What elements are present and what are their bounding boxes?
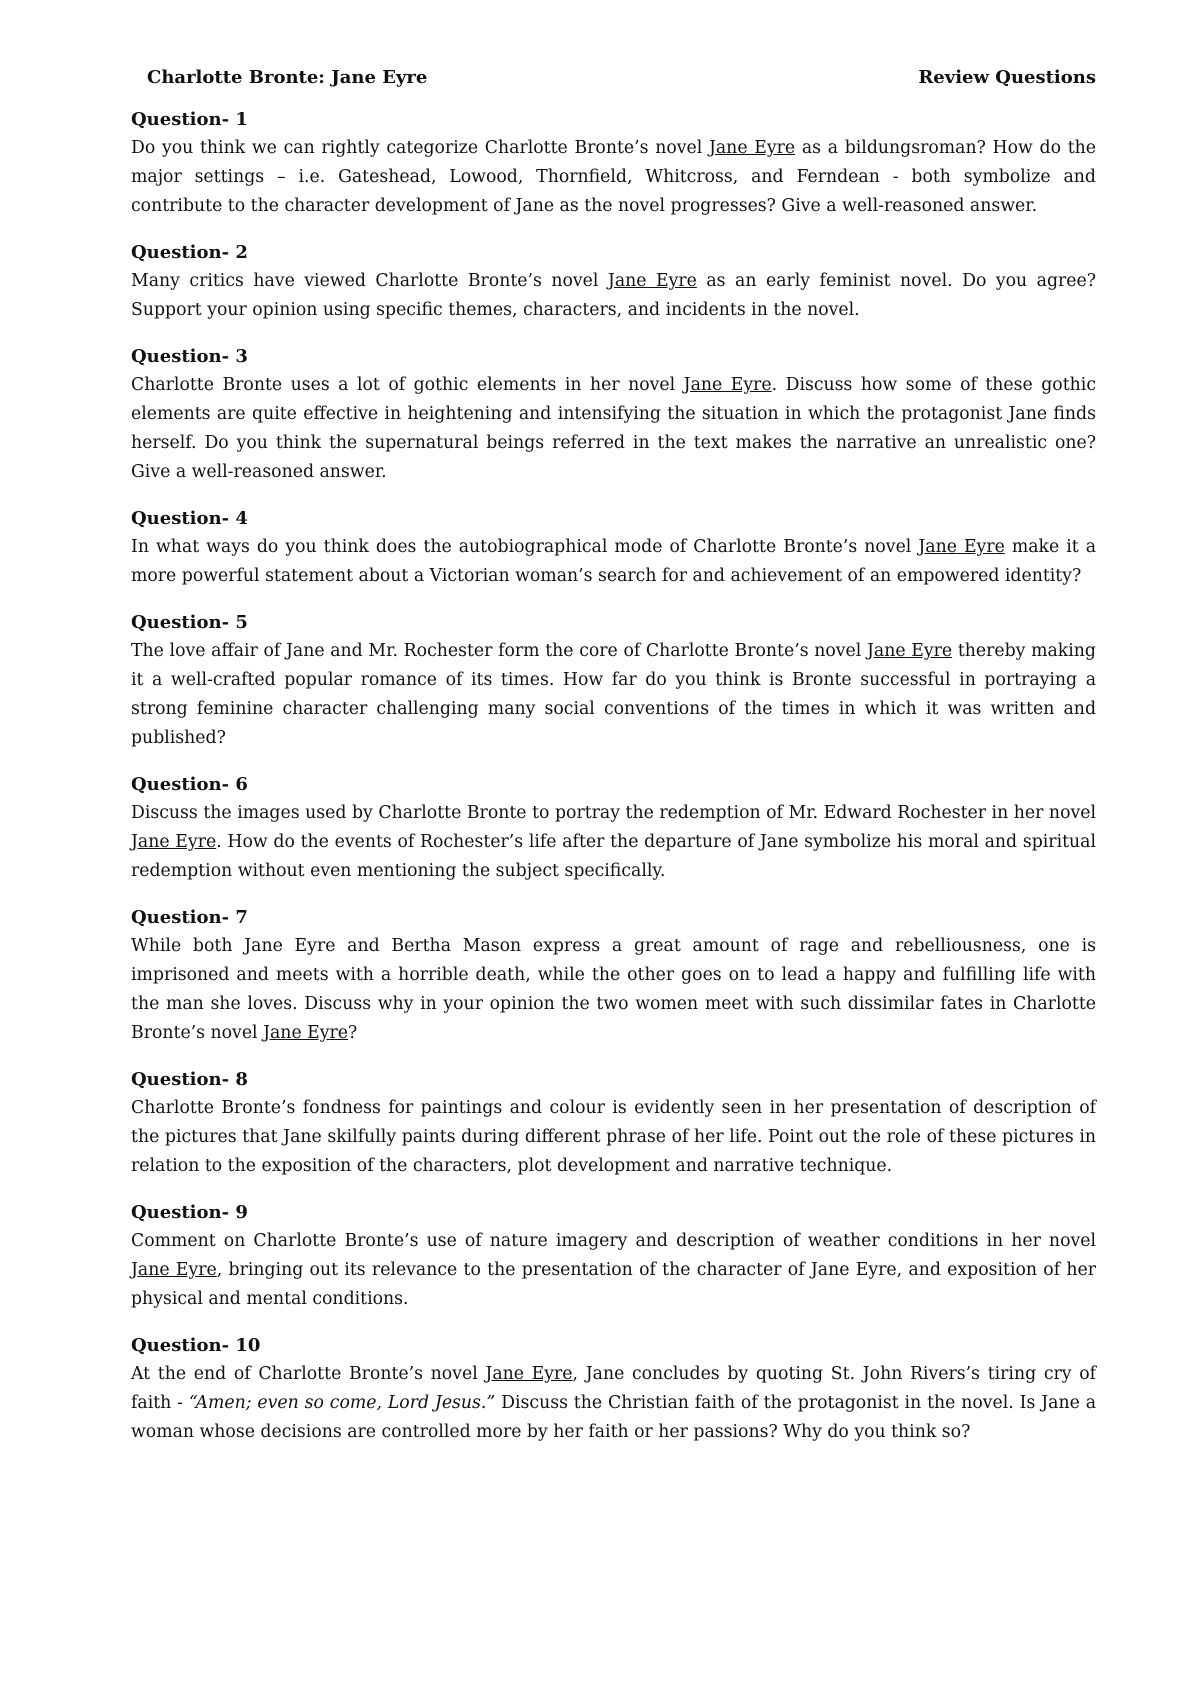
question-block	[131, 906, 1096, 1048]
question-text-segment: The love affair of Jane and Mr. Rochester form the core of Charlotte Bronte’s novel	[131, 641, 867, 661]
question-block	[131, 345, 1096, 487]
novel-title-underlined: Jane Eyre	[683, 375, 772, 395]
question-text-segment: At the end of Charlotte Bronte’s novel	[131, 1364, 486, 1384]
novel-title-underlined: Jane Eyre	[867, 641, 953, 661]
question-text	[131, 1094, 1096, 1181]
question-text-segment: Many critics have viewed Charlotte Bronte’s novel	[131, 271, 608, 291]
question-text	[131, 533, 1096, 591]
question-title: Question- 8	[131, 1069, 248, 1090]
question-text-segment: , Jane concludes by quoting St. John Rivers’s tiring cry of faith -	[131, 1364, 1096, 1413]
novel-title-underlined: Jane Eyre	[708, 138, 796, 158]
question-block	[131, 1068, 1096, 1181]
question-text-segment: Discuss the Christian faith of the protagonist in the novel. Is Jane a woman whose decisions are controlled more by her faith or her passions? Why do you think so?	[131, 1393, 1096, 1442]
novel-title-underlined: Jane Eyre	[263, 1023, 349, 1043]
question-text-segment: as an early feminist novel. Do you agree? Support your opinion using specific themes, characters, and incidents in the novel.	[131, 271, 1096, 320]
question-text-segment: Do you think we can rightly categorize Charlotte Bronte’s novel	[131, 138, 709, 158]
novel-title-underlined: Jane Eyre	[485, 1364, 573, 1384]
question-block	[131, 1201, 1096, 1314]
novel-title-underlined: Jane Eyre	[918, 537, 1005, 557]
question-text	[131, 637, 1096, 753]
question-block	[131, 1334, 1096, 1447]
question-text	[131, 799, 1096, 886]
question-title: Question- 3	[131, 346, 248, 367]
question-text-segment: Charlotte Bronte uses a lot of gothic elements in her novel	[131, 375, 684, 395]
question-text-segment: as a bildungsroman? How do the major settings – i.e. Gateshead, Lowood, Thornfield, Whitcross, and Ferndean - both symbolize and contribute to the character development of Jane as the novel progresses? Give a well-reasoned answer.	[131, 138, 1096, 216]
question-title: Question- 2	[131, 242, 248, 263]
novel-title-underlined: Jane Eyre	[131, 1260, 217, 1280]
novel-title-underlined: Jane Eyre	[131, 832, 217, 852]
question-block	[131, 241, 1096, 325]
question-block	[131, 108, 1096, 221]
question-title: Question- 9	[131, 1202, 248, 1223]
question-title: Question- 4	[131, 508, 248, 529]
question-text-segment: Discuss the images used by Charlotte Bronte to portray the redemption of Mr. Edward Rochester in her novel	[131, 803, 1096, 823]
question-text	[131, 1360, 1096, 1447]
question-text	[131, 267, 1096, 325]
question-text-segment: . How do the events of Rochester’s life after the departure of Jane symbolize his moral and spiritual redemption without even mentioning the subject specifically.	[131, 832, 1096, 881]
novel-title-underlined: Jane Eyre	[607, 271, 697, 291]
question-text	[131, 932, 1096, 1048]
question-text-segment: , bringing out its relevance to the presentation of the character of Jane Eyre, and exposition of her physical and mental conditions.	[131, 1260, 1096, 1309]
question-list	[131, 108, 1096, 1447]
question-text-segment: ?	[348, 1023, 358, 1043]
question-block	[131, 773, 1096, 886]
question-text	[131, 371, 1096, 487]
quotation-italic: “Amen; even so come, Lord Jesus.”	[188, 1393, 496, 1413]
question-title: Question- 7	[131, 907, 248, 928]
header-subtitle: Review Questions	[918, 67, 1096, 88]
question-text	[131, 1227, 1096, 1314]
question-title: Question- 1	[131, 109, 248, 130]
header-title: Charlotte Bronte: Jane Eyre	[147, 67, 428, 88]
question-title: Question- 5	[131, 612, 248, 633]
question-title: Question- 6	[131, 774, 248, 795]
question-text-segment: thereby making it a well-crafted popular romance of its times. How far do you think is Bronte successful in portraying a strong feminine character challenging many social conventions of the times in which it was written and published?	[131, 641, 1096, 748]
question-text-segment: Comment on Charlotte Bronte’s use of nature imagery and description of weather conditions in her novel	[131, 1231, 1096, 1251]
question-text-segment: While both Jane Eyre and Bertha Mason express a great amount of rage and rebelliousness, one is imprisoned and meets with a horrible death, while the other goes on to lead a happy and fulfilling life with the man she loves. Discuss why in your opinion the two women meet with such dissimilar fates in Charlotte Bronte’s novel	[131, 936, 1096, 1043]
question-block	[131, 507, 1096, 591]
question-text-segment: Charlotte Bronte’s fondness for paintings and colour is evidently seen in her presentation of description of the pictures that Jane skilfully paints during different phrase of her life. Point out the role of these pictures in relation to the exposition of the characters, plot development and narrative technique.	[131, 1098, 1096, 1176]
question-text	[131, 134, 1096, 221]
question-title: Question- 10	[131, 1335, 261, 1356]
question-text-segment: make it a more powerful statement about a Victorian woman’s search for and achievement of an empowered identity?	[131, 537, 1096, 586]
document-page	[131, 66, 1096, 1467]
question-block	[131, 611, 1096, 753]
page-header	[131, 66, 1096, 90]
question-text-segment: . Discuss how some of these gothic elements are quite effective in heightening and intensifying the situation in which the protagonist Jane finds herself. Do you think the supernatural beings referred in the text makes the narrative an unrealistic one? Give a well-reasoned answer.	[131, 375, 1096, 482]
question-text-segment: In what ways do you think does the autobiographical mode of Charlotte Bronte’s novel	[131, 537, 919, 557]
